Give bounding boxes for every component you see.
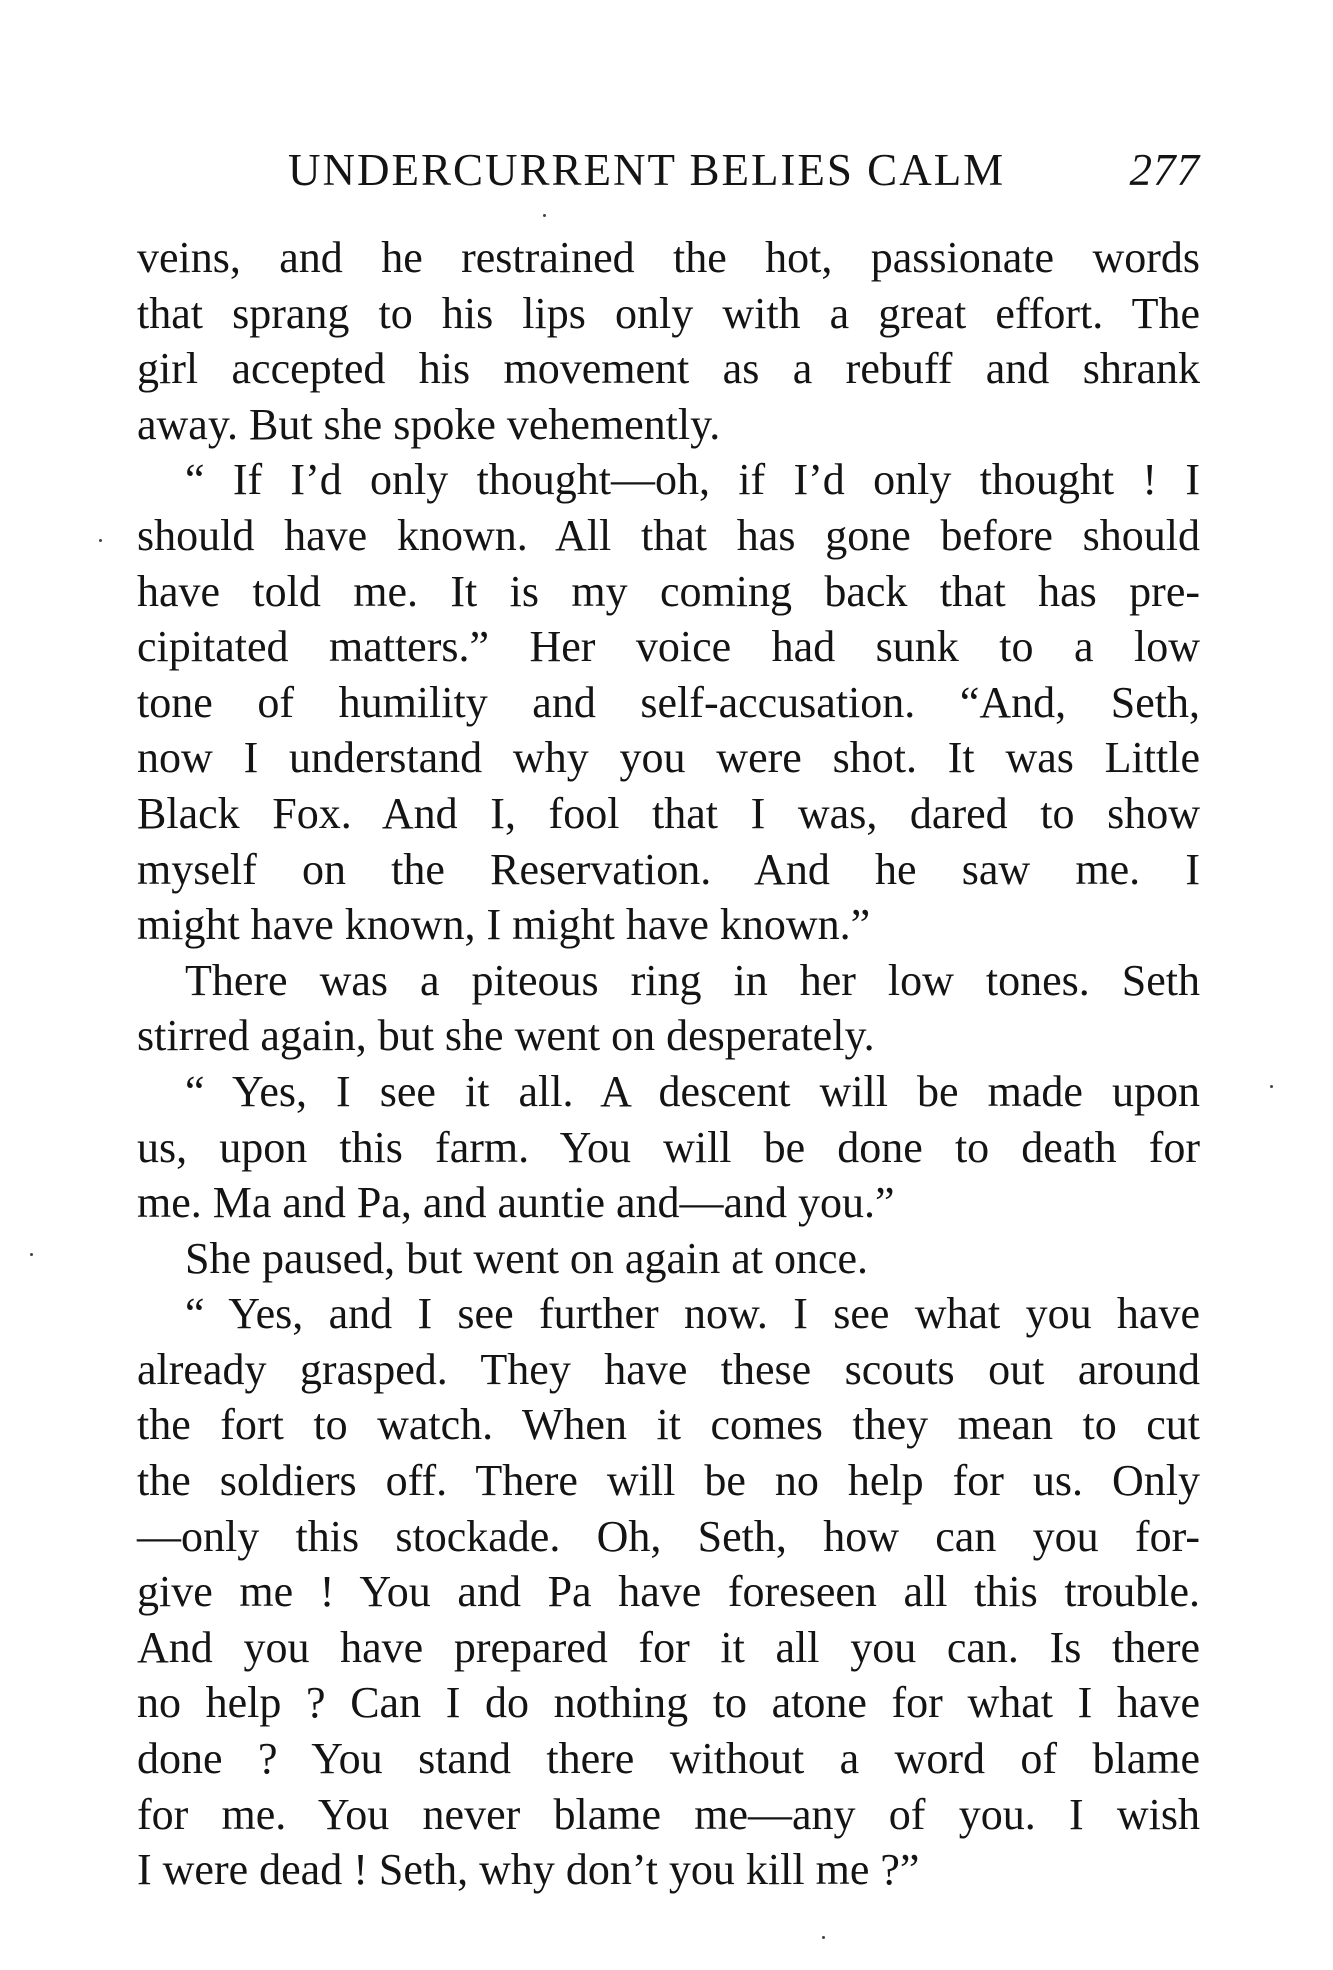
text-line: us, upon this farm. You will be done to death for — [137, 1122, 1200, 1172]
text-line: “ If I’d only thought—oh, if I’d only thought ! I — [185, 455, 1200, 505]
page-number: 277 — [1129, 145, 1200, 195]
text-line: have told me. It is my coming back that has pre- — [137, 566, 1200, 616]
text-line: the fort to watch. When it comes they mean to cut — [137, 1400, 1200, 1450]
chapter-title: UNDERCURRENT BELIES CALM — [288, 145, 1006, 195]
text-line: already grasped. They have these scouts out around — [137, 1344, 1200, 1394]
text-line: the soldiers off. There will be no help for us. Only — [137, 1456, 1200, 1506]
text-line: now I understand why you were shot. It was Little — [137, 733, 1200, 783]
body-text — [137, 230, 1200, 1898]
running-head — [137, 140, 1200, 200]
text-line: —only this stockade. Oh, Seth, how can you for- — [137, 1511, 1200, 1561]
text-line: cipitated matters.” Her voice had sunk to a low — [137, 622, 1200, 672]
text-line: stirred again, but she went on desperately. — [137, 1011, 875, 1061]
text-line: She paused, but went on again at once. — [185, 1233, 869, 1283]
text-line: girl accepted his movement as a rebuff and shrank — [137, 344, 1200, 394]
print-speck — [543, 214, 546, 217]
text-line: And you have prepared for it all you can. Is there — [137, 1622, 1200, 1672]
text-line: veins, and he restrained the hot, passionate words — [137, 233, 1200, 282]
text-line: done ? You stand there without a word of blame — [137, 1734, 1200, 1784]
text-line: Black Fox. And I, fool that I was, dared to show — [137, 788, 1200, 838]
text-line: no help ? Can I do nothing to atone for what I have — [137, 1678, 1200, 1728]
text-line: that sprang to his lips only with a great effort. The — [137, 288, 1200, 338]
text-line: for me. You never blame me—any of you. I wish — [137, 1789, 1200, 1839]
text-line: There was a piteous ring in her low tones. Seth — [185, 955, 1200, 1005]
text-line: “ Yes, I see it all. A descent will be made upon — [185, 1066, 1200, 1116]
print-speck — [30, 1253, 33, 1256]
print-speck — [1270, 1085, 1273, 1088]
text-line: I were dead ! Seth, why don’t you kill me ?” — [137, 1845, 920, 1895]
text-line: myself on the Reservation. And he saw me. I — [137, 844, 1200, 894]
text-line: “ Yes, and I see further now. I see what you have — [185, 1289, 1200, 1339]
print-speck — [822, 1936, 825, 1939]
text-line: might have known, I might have known.” — [137, 900, 871, 950]
print-speck — [99, 539, 102, 542]
text-line: should have known. All that has gone before should — [137, 510, 1200, 560]
text-line: tone of humility and self-accusation. “And, Seth, — [137, 677, 1200, 727]
text-line: me. Ma and Pa, and auntie and—and you.” — [137, 1178, 895, 1228]
text-line: give me ! You and Pa have foreseen all this trouble. — [137, 1567, 1200, 1617]
text-line: away. But she spoke vehemently. — [137, 399, 721, 449]
